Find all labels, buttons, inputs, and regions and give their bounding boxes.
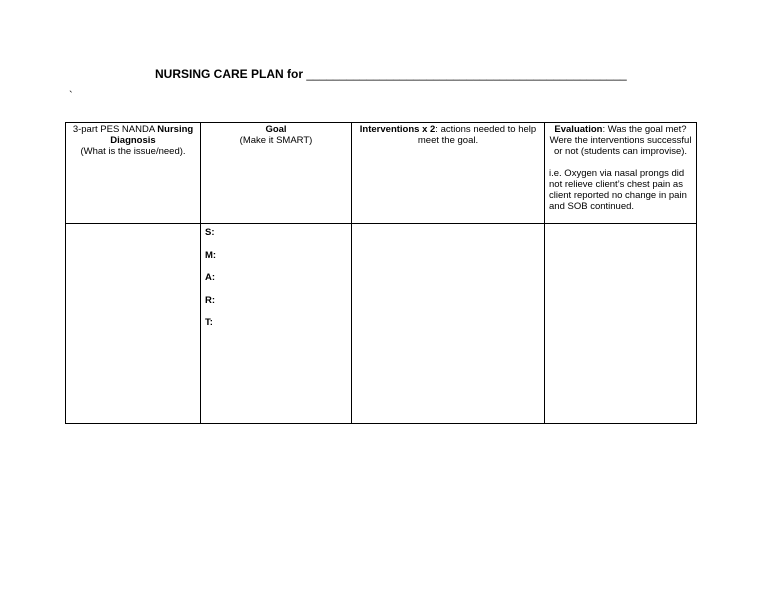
diagnosis-prefix: 3-part PES NANDA (72, 124, 155, 135)
title-blank-line: ________________________________________________ (306, 67, 627, 81)
smart-a-label: A: (205, 272, 216, 283)
header-interventions (352, 123, 545, 224)
interventions-desc: : actions needed to help meet the goal. (417, 124, 537, 146)
smart-r-label: R: (205, 294, 216, 306)
evaluation-example: i.e. Oxygen via nasal prongs did not relieve client’s chest pain as client reported no change in pain and SOB continued. (549, 168, 687, 212)
stray-mark: ` (69, 90, 73, 102)
diagnosis-subtitle: (What is the issue/need). (80, 146, 186, 157)
interventions-entry-cell[interactable] (352, 224, 545, 424)
title-label: NURSING CARE PLAN for (155, 67, 304, 81)
interventions-title: Interventions x 2 (359, 124, 436, 135)
evaluation-entry-cell[interactable] (545, 224, 697, 424)
table-body-row (66, 224, 697, 424)
header-evaluation (545, 123, 697, 224)
smart-t-label: T: (205, 317, 213, 328)
smart-s-label: S: (205, 227, 215, 238)
care-plan-table (65, 122, 697, 424)
header-goal (201, 123, 352, 224)
evaluation-title: Evaluation (554, 124, 603, 135)
header-diagnosis (66, 123, 201, 224)
goal-title: Goal (265, 124, 287, 135)
goal-entry-cell[interactable] (201, 224, 352, 424)
diagnosis-entry-cell[interactable] (66, 224, 201, 424)
goal-subtitle: (Make it SMART) (239, 135, 313, 146)
evaluation-desc: : Was the goal met? Were the interventions successful or not (students can improvise). (549, 124, 692, 157)
smart-m-label: M: (205, 249, 217, 261)
page-title (155, 67, 627, 81)
diagnosis-title: Nursing Diagnosis (110, 124, 194, 146)
table-header-row (66, 123, 697, 224)
